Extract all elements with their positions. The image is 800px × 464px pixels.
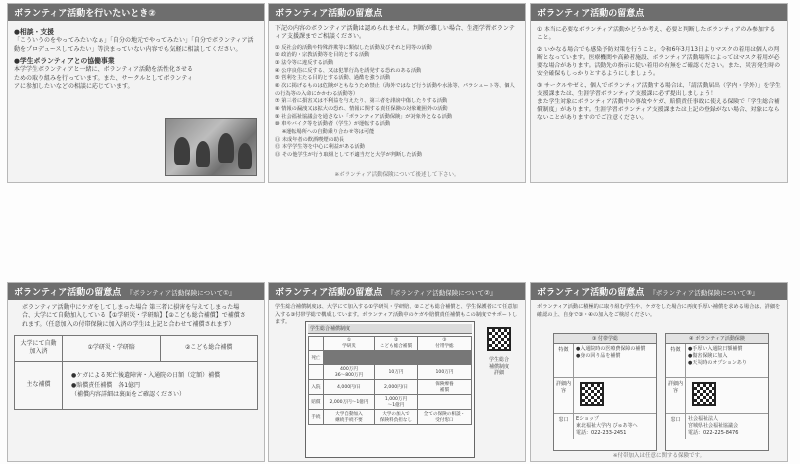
table-header: ① 学研災 <box>323 337 374 351</box>
table-cell <box>417 351 471 365</box>
slide-title <box>531 283 787 300</box>
table-header: ①学研災・学研賠 <box>63 335 161 361</box>
list-item: ⑬ その他学生が行う取組として不適当だと大学が判断した活動 <box>275 152 422 159</box>
table-cell: 保険療養 補償 <box>417 380 471 395</box>
slide-intro: 下記の内容のボランティア活動は認められません。判断が難しい場合、生涯学習ボランティア支援課までご相談ください。 <box>275 25 515 41</box>
row-value: 社会福祉法人 宮城県社会福祉協議会 電話：022-225-8476 <box>688 416 739 436</box>
table-cell: 10万円 <box>375 365 418 380</box>
title-sub: 『ボランティア活動保険について②』 <box>387 289 497 297</box>
row-value <box>686 378 768 413</box>
paragraph: ② いかなる場合でも感染予防対策を行うこと。令和6年3月13日よりマスクの着用は個人の判断となっています。医療機関や高齢者施設、ボランティア活動場所によってはマスク着用が必要な場合があります。活動先の指示に従い着用の有無をご確認ください。また、災害発生時の安全確保もしっかりとするようにしましょう。 <box>537 46 781 77</box>
slide-body <box>269 21 525 164</box>
slide-footer: ※ボランティア活動保険について後述して下さい。 <box>334 172 460 178</box>
table-cell: 2,000万円〜1億円 <box>323 395 374 410</box>
slide-body <box>8 300 264 414</box>
paragraph: ボランティア活動中にケガをしてしまった場合 第三者に損害を与えてしまった場合、大学にて自動加入している【①学研災・学研賠】【②こども総合補償】で補償されます。（任意加入の付帯保険に加入済の学生は上記と合わせて補償されます） <box>22 304 246 328</box>
table-cell: ●ケガによる死亡後遺障害・入通院の日額（定額）補償 ●賠償責任補償 各1億円 （補償内容詳細は裏面をご確認ください） <box>63 361 258 409</box>
table-header <box>309 337 324 351</box>
box-header: ③ 付帯学総 <box>554 334 656 344</box>
row-label: 特徴 <box>666 344 686 377</box>
list-item: ⑥ 次に掲げるものは危険がともなうため禁止（海外ではなど行う活動や水泳等、パラシュート等、個人の行為等の入命にかかわる活動等） <box>275 82 515 97</box>
slide-1 <box>7 3 265 183</box>
qr-code-icon[interactable] <box>580 382 604 406</box>
list-item: ② 政治的・宗教活動等を目的とする活動 <box>275 52 370 59</box>
slide-body <box>531 21 787 127</box>
table-cell: 全ての保険の相談・ 受付窓口 <box>417 410 471 425</box>
table-header: ②こども総合補償 <box>160 335 258 361</box>
slide-5 <box>268 282 526 462</box>
table-cell: 手続 <box>309 410 324 425</box>
slide-3 <box>530 3 788 183</box>
row-label: 詳細内容 <box>554 378 574 413</box>
slide-title <box>8 283 264 300</box>
table-cell: 1,000万円 〜1億円 <box>375 395 418 410</box>
compensation-grid <box>308 336 472 425</box>
section-heading: ●相談・支援 <box>14 28 54 36</box>
box-row <box>554 414 656 439</box>
title-main: ボランティア活動の留意点 <box>14 288 122 298</box>
table-cell <box>417 395 471 410</box>
slide-2 <box>268 3 526 183</box>
section-heading: ●学生ボランティアとの協働事業 <box>14 56 115 65</box>
rule-list <box>275 45 519 160</box>
slide-title: ボランティア活動の留意点 <box>269 4 525 21</box>
paragraph: ① 本当に必要なボランティア活動かどうか考え、必要と判断したボランティアのみ参加すること。 <box>537 27 776 41</box>
qr-code-icon[interactable] <box>692 382 716 406</box>
table-cell: 100万円 <box>417 365 471 380</box>
row-label: 詳細内容 <box>666 378 686 413</box>
list-item: ※運転場所への自動乗り合わせ等は可能 <box>275 129 375 136</box>
row-label: 特徴 <box>554 344 574 377</box>
insurance-box-4 <box>665 333 769 451</box>
title-main: ボランティア活動の留意点 <box>275 288 383 298</box>
list-item: ⑧ 情報の漏洩又は拡大の恐れ、情報に関する責任保険の対象範囲外の活動 <box>275 106 448 113</box>
box-row <box>666 344 768 378</box>
table-header: 大学にて自動加入済 <box>15 335 63 361</box>
table-cell: 大学自動加入 継続手続不要 <box>323 410 374 425</box>
table-cell: 2,000円/日 <box>375 380 418 395</box>
list-item: ① 反社会的活動や特殊詐欺等に類似した活動及びそれと同等の活動 <box>275 44 432 51</box>
paragraph: また学生対象にボランティア活動中の事故やケガ、賠償責任事故に使える保険で「学生総合補償制度」があります。生涯学習ボランティア支援課または上記の登録がない場合、対象にならないことがありますのでご注意ください。 <box>537 98 780 121</box>
table-cell: 死亡 <box>309 351 324 365</box>
box-row <box>554 378 656 414</box>
slide-4 <box>7 282 265 462</box>
volunteer-photo <box>165 118 257 176</box>
row-label: 窓口 <box>554 414 574 439</box>
table-row-label: 主な補償 <box>15 361 63 409</box>
table-cell <box>323 351 374 365</box>
table-cell <box>309 365 324 380</box>
row-value: Eショップ 東北福祉大学内 びゅあ等へ 電話：022-233-2451 <box>576 416 638 436</box>
qr-code-icon[interactable] <box>487 327 511 351</box>
list-item: ⑪ 未成年者の飲酒喫煙の助長 <box>275 136 345 143</box>
slide-body <box>8 21 264 95</box>
list-item: ⑫ 本学学生等を中心に利益がある活動 <box>275 144 365 151</box>
box-row <box>554 344 656 378</box>
list-item: ⑦ 第三者に損害又は不利益を与えたり、第三者を誹謗中傷したりする活動 <box>275 98 448 105</box>
list-item: ⑤ 営利を主たる目的とする活動、過酷を強う活動 <box>275 75 391 82</box>
table-header: ② こども総合補償 <box>375 337 418 351</box>
box-row <box>666 378 768 414</box>
section-text: 本学学生ボランティアと一緒に、ボランティア活動を活性化させるための取り組みを行っています。また、サークルとしてボランティアに参加したいなどの相談に応じています。 <box>14 66 194 90</box>
title-sub: 『ボランティア活動保険について③』 <box>649 289 759 297</box>
table-cell: 入院 <box>309 380 324 395</box>
title-main: ボランティア活動の留意点 <box>537 288 645 298</box>
table-caption: 学生総合補償制度 <box>308 324 472 334</box>
title-sub: 『ボランティア活動保険について①』 <box>126 289 236 297</box>
table-cell: 賠償 <box>309 395 324 410</box>
table-cell: 大学の加入で 保険料負担なし <box>375 410 418 425</box>
row-value: ●手厚い入通院日額補償 ●傷害保険に加入 ●天災時のオプションあり <box>688 346 747 366</box>
table-cell: 400万円 36〜800万円 <box>323 365 374 380</box>
table-header: ③ 付帯学総 <box>417 337 471 351</box>
qr-label: 学生総合 補償制度 詳細 <box>488 357 509 376</box>
list-item: ⑩ 車やバイク等を活動者（学生）が運転する活動 <box>275 121 391 128</box>
row-value <box>574 378 656 413</box>
table-cell: 4,000円/日 <box>323 380 374 395</box>
list-item: ③ 法令等に違反する活動 <box>275 59 334 66</box>
slide-title <box>269 283 525 300</box>
list-item: ⑨ 社会福祉協議会を通さない「ボランティア活動保険」が対象外となる活動 <box>275 113 453 120</box>
box-row <box>666 414 768 439</box>
row-label: 窓口 <box>666 414 686 439</box>
slide-title: ボランティア活動の留意点 <box>531 4 787 21</box>
insurance-box-3 <box>553 333 657 451</box>
row-value: ●入通院時の医療費保障の補償 ●身の回り品を補償 <box>576 346 646 359</box>
compensation-table <box>305 321 475 458</box>
slide-footer: ※付帯加入は任意に関する保険です。 <box>612 453 706 459</box>
section-text: 「こういうのをやってみたいなぁ」「自分の地元でやってみたい」「自分でボランティア活動をプロデュースしてみたい」等決まっていない内容でも気軽に相談してください。 <box>14 37 254 53</box>
list-item: ④ 公序良俗に反する、又は犯罪行為を誘発する恐れのある活動 <box>275 67 422 74</box>
slide-title: ボランティア活動を行いたいとき② <box>8 4 264 21</box>
table-cell <box>375 351 418 365</box>
slide-6 <box>530 282 788 462</box>
slide-body: ボランティア活動に積極的に取り組む学生や、ケガをした場合に再度手厚い補償を求める場合は、詳細を確認の上、自身で③・④の加入をご検討ください。 <box>537 304 781 318</box>
box-header: ④ ボランティア活動保険 <box>666 334 768 344</box>
paragraph: ③ サークルやゼミ、個人でボランティア活動する場合は、「請活動届出（学内・学外）」を学生支援課または、生涯学習ボランティア支援課に必ず提出しましょう！ <box>537 82 781 97</box>
insurance-table <box>14 335 258 410</box>
slide-body: 学生総合補償制度は、大学にて加入する①学研災・学研賠、②こども総合補償と、学生保護者にて任意加入する③付帯学総で構成しています。ボランティア活動中のケガや賠償責任補償もこの制度でサポートします。 <box>275 304 518 326</box>
